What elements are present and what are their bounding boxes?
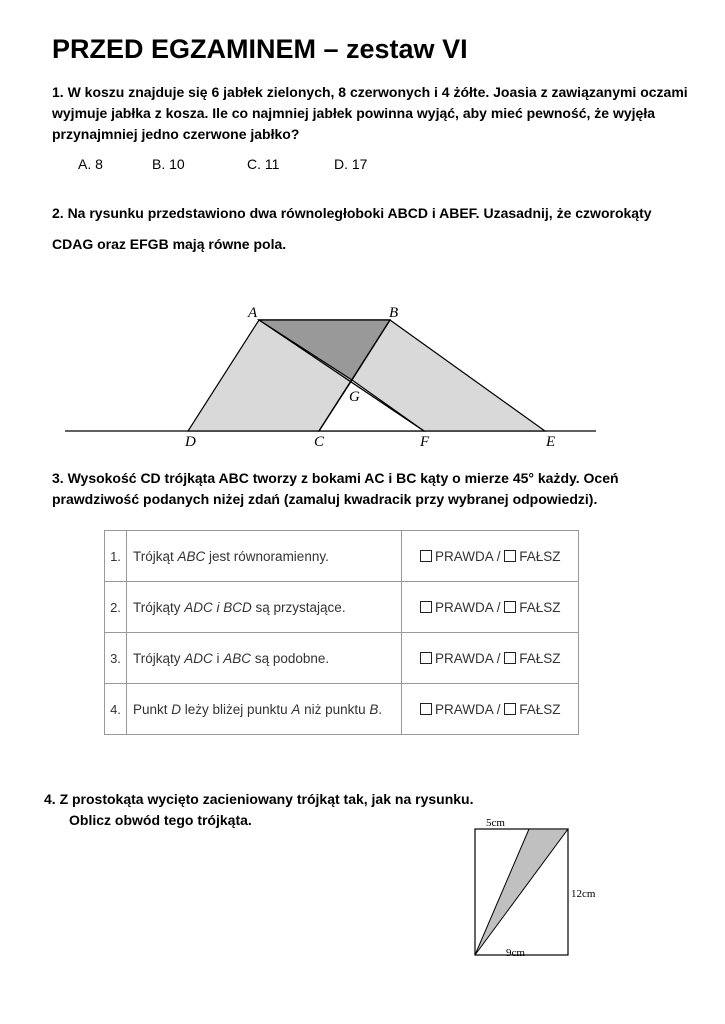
question-1-text: 1. W koszu znajduje się 6 jabłek zielonych, 8 czerwonych i 4 żółte. Joasia z zawiązanymi oczami wyjmuje jabłka z kosza. Ile co najmniej jabłek powinna wyjąć, aby mieć pewność, że wyjęła przynajmniej jedno czerwone jabłko? — [52, 84, 688, 142]
question-4-line-2: Oblicz obwód tego trójkąta. — [69, 812, 252, 828]
row-number: 1. — [105, 531, 127, 582]
question-4-line-1: 4. Z prostokąta wycięto zacieniowany trójkąt tak, jak na rysunku. — [44, 791, 474, 807]
statement: Trójkąty ADC i ABC są podobne. — [127, 633, 402, 684]
row-number: 3. — [105, 633, 127, 684]
false-checkbox[interactable] — [504, 703, 516, 715]
true-checkbox[interactable] — [420, 652, 432, 664]
table-row — [105, 684, 579, 735]
label-bottom: 9cm — [506, 947, 525, 959]
answer-options: PRAWDA / FAŁSZ — [402, 633, 579, 684]
row-number: 2. — [105, 582, 127, 633]
answer-a: A. 8 — [78, 156, 103, 172]
statement: Punkt D leży bliżej punktu A niż punktu B. — [127, 684, 402, 735]
true-checkbox[interactable] — [420, 550, 432, 562]
table-row — [105, 531, 579, 582]
table-row — [105, 633, 579, 684]
label-top: 5cm — [486, 817, 505, 829]
label-a: A — [248, 305, 258, 321]
true-false-table — [104, 530, 579, 735]
rectangle-figure — [460, 812, 620, 964]
parallelogram-figure — [0, 0, 725, 470]
answer-d: D. 17 — [334, 156, 368, 172]
true-checkbox[interactable] — [420, 601, 432, 613]
answer-c: C. 11 — [247, 156, 280, 172]
label-f: F — [420, 434, 430, 450]
question-3-text: 3. Wysokość CD trójkąta ABC tworzy z bokami AC i BC kąty o mierze 45° każdy. Oceń prawdziwość podanych niżej zdań (zamaluj kwadracik przy wybranej odpowiedzi). — [52, 470, 619, 507]
question-2-line-2: CDAG oraz EFGB mają równe pola. — [52, 236, 287, 252]
false-checkbox[interactable] — [504, 550, 516, 562]
answer-options: PRAWDA / FAŁSZ — [402, 531, 579, 582]
table-row — [105, 582, 579, 633]
label-e: E — [546, 434, 556, 450]
label-g: G — [349, 389, 360, 405]
false-checkbox[interactable] — [504, 601, 516, 613]
label-d: D — [185, 434, 196, 450]
answer-options: PRAWDA / FAŁSZ — [402, 582, 579, 633]
label-c: C — [314, 434, 325, 450]
question-2-line-1: 2. Na rysunku przedstawiono dwa równoległoboki ABCD i ABEF. Uzasadnij, że czworokąty — [52, 205, 652, 221]
answer-options: PRAWDA / FAŁSZ — [402, 684, 579, 735]
page-title: PRZED EGZAMINEM – zestaw VI — [52, 34, 468, 64]
row-number: 4. — [105, 684, 127, 735]
true-checkbox[interactable] — [420, 703, 432, 715]
label-side: 12cm — [571, 888, 596, 900]
label-b: B — [389, 305, 399, 321]
answer-b: B. 10 — [152, 156, 185, 172]
false-checkbox[interactable] — [504, 652, 516, 664]
statement: Trójkąt ABC jest równoramienny. — [127, 531, 402, 582]
statement: Trójkąty ADC i BCD są przystające. — [127, 582, 402, 633]
